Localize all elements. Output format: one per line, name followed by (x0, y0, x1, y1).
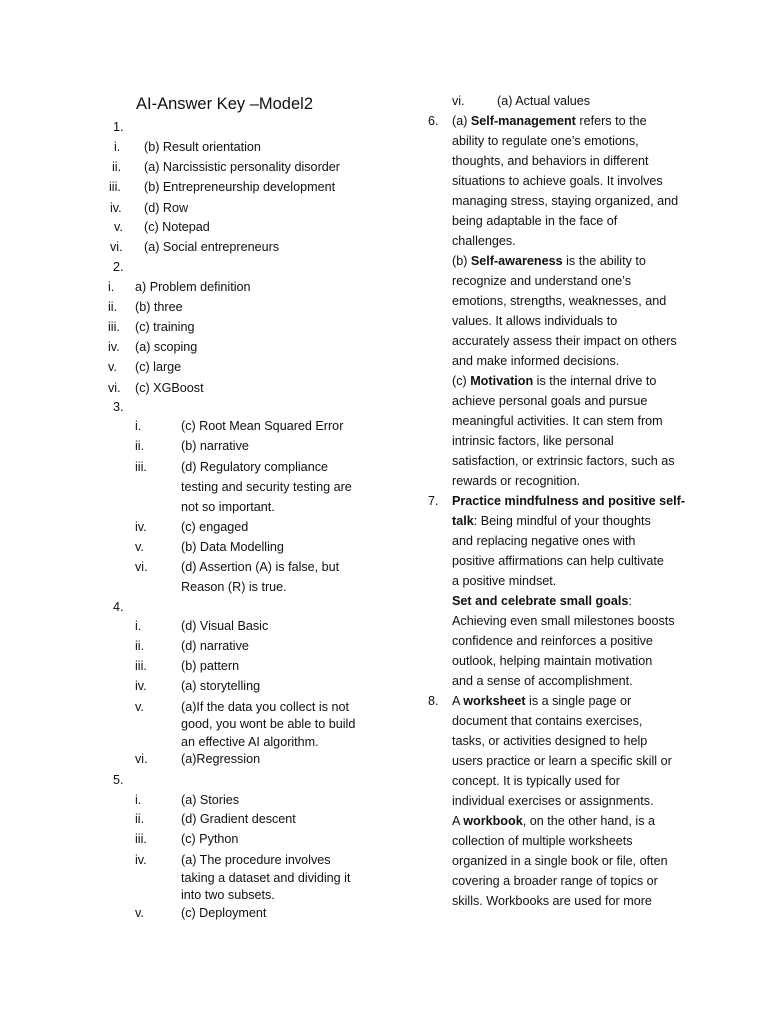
q4-item-iv-num: iv. (135, 679, 147, 693)
q1-item-iv-text: (d) Row (144, 201, 189, 215)
q3-item-iii-text-line2: testing and security testing are (181, 480, 352, 494)
q7-tip-2-line-5: and a sense of accomplishment. (452, 674, 633, 688)
q7-tip-1-line-4: positive affirmations can help cultivate (452, 554, 664, 568)
q6-part-b-first-line (452, 251, 646, 271)
q5-item-iv-text-line2: taking a dataset and dividing it (181, 871, 351, 885)
q5-item-v-num: v. (135, 906, 144, 920)
q2-item-i-text: a) Problem definition (135, 280, 251, 294)
q4-item-v-num: v. (135, 700, 144, 714)
q5-item-iii-text: (c) Python (181, 832, 239, 846)
q4-item-v-text-line3: an effective AI algorithm. (181, 735, 319, 749)
q6-a-line-5: managing stress, staying organized, and (452, 194, 679, 208)
q7-tip-2-line-2: Achieving even small milestones boosts (452, 614, 675, 628)
q4-item-ii-num: ii. (135, 639, 145, 653)
q4-item-ii-text: (d) narrative (181, 639, 249, 653)
q6-c-line-2: achieve personal goals and pursue (452, 394, 648, 408)
q7-tip-1-heading-line1 (452, 491, 685, 511)
q7-tip-2-colon: : (628, 594, 632, 608)
q7-tip-2-line-3: confidence and reinforces a positive (452, 634, 653, 648)
q1-item-v-text: (c) Notepad (144, 220, 210, 234)
q1-item-iii-num: iii. (109, 180, 121, 194)
q6-c-line-4: intrinsic factors, like personal (452, 434, 614, 448)
q2-item-ii-text: (b) three (135, 300, 183, 314)
q7-tip-2-heading (452, 591, 632, 611)
q8-b-line-4: covering a broader range of topics or (452, 874, 658, 888)
q7-tip-1-rest: : Being mindful of your thoughts (473, 514, 651, 528)
q1-item-vi-text: (a) Social entrepreneurs (144, 240, 280, 254)
q1-item-v-num: v. (114, 220, 123, 234)
q6-c-line-6: rewards or recognition. (452, 474, 581, 488)
q7-tip-1-heading-line2 (452, 511, 651, 531)
q2-item-iii-num: iii. (108, 320, 120, 334)
q3-item-iii-text-line3: not so important. (181, 500, 275, 514)
q3-item-iii-text-line1: (d) Regulatory compliance (181, 460, 328, 474)
q5-item-iv-num: iv. (135, 853, 147, 867)
q6-b-term: Self-awareness (470, 254, 563, 268)
q6-a-term: Self-management (470, 114, 576, 128)
q8-b-rest: , on the other hand, is a (522, 814, 656, 828)
q3-item-i-num: i. (135, 419, 142, 433)
q5-item-vi-text: (a) Actual values (497, 94, 591, 108)
q3-item-ii-text: (b) narrative (181, 439, 249, 453)
q5-item-iii-num: iii. (135, 832, 147, 846)
q4-item-vi-num: vi. (135, 752, 148, 766)
q3-item-v-text: (b) Data Modelling (181, 540, 284, 554)
q7-tip-1-bold-b: talk (452, 514, 474, 528)
q1-item-ii-num: ii. (112, 160, 122, 174)
q1-item-iii-text: (b) Entrepreneurship development (144, 180, 336, 194)
q6-a-line-6: being adaptable in the face of (452, 214, 618, 228)
question-1-number: 1. (113, 120, 124, 134)
question-3-number: 3. (113, 400, 124, 414)
q8-a-prefix: A (452, 694, 464, 708)
q1-item-i-text: (b) Result orientation (144, 140, 261, 154)
q6-a-line-2: ability to regulate one’s emotions, (452, 134, 639, 148)
q4-item-v-text-line2: good, you wont be able to build (181, 717, 356, 731)
q6-c-line-5: satisfaction, or extrinsic factors, such as (452, 454, 675, 468)
q5-item-v-text: (c) Deployment (181, 906, 267, 920)
q5-item-i-num: i. (135, 793, 142, 807)
q7-tip-2-line-4: outlook, helping maintain motivation (452, 654, 653, 668)
q3-item-iii-num: iii. (135, 460, 147, 474)
q6-c-prefix: (c) (452, 374, 471, 388)
q3-item-vi-text-line1: (d) Assertion (A) is false, but (181, 560, 340, 574)
q6-a-line-4: situations to achieve goals. It involves (452, 174, 663, 188)
q2-item-v-text: (c) large (135, 360, 182, 374)
question-6-number: 6. (428, 114, 439, 128)
q2-item-iii-text: (c) training (135, 320, 195, 334)
q2-item-iv-num: iv. (108, 340, 120, 354)
q8-a-line-6: individual exercises or assignments. (452, 794, 654, 808)
q6-b-rest: is the ability to (562, 254, 646, 268)
q6-b-line-5: accurately assess their impact on others (452, 334, 677, 348)
q7-tip-2-bold: Set and celebrate small goals (452, 594, 629, 608)
q1-item-ii-text: (a) Narcissistic personality disorder (144, 160, 340, 174)
q6-c-term: Motivation (470, 374, 534, 388)
q8-a-line-2: document that contains exercises, (452, 714, 643, 728)
q5-item-iv-text-line1: (a) The procedure involves (181, 853, 331, 867)
q2-item-iv-text: (a) scoping (135, 340, 198, 354)
q4-item-vi-text: (a)Regression (181, 752, 261, 766)
page-title: AI-Answer Key –Model2 (136, 95, 313, 113)
q6-a-line-7: challenges. (452, 234, 516, 248)
question-8-number: 8. (428, 694, 439, 708)
q3-item-iv-text: (c) engaged (181, 520, 249, 534)
q2-item-vi-num: vi. (108, 381, 121, 395)
question-5-number: 5. (113, 773, 124, 787)
q4-item-i-text: (d) Visual Basic (181, 619, 269, 633)
q2-item-v-num: v. (108, 360, 117, 374)
q8-b-prefix: A (452, 814, 464, 828)
q6-b-line-6: and make informed decisions. (452, 354, 620, 368)
q6-a-prefix: (a) (452, 114, 471, 128)
q4-item-i-num: i. (135, 619, 142, 633)
q7-tip-1-line-5: a positive mindset. (452, 574, 557, 588)
q2-item-i-num: i. (108, 280, 115, 294)
q4-item-iii-num: iii. (135, 659, 147, 673)
q6-b-line-4: values. It allows individuals to (452, 314, 618, 328)
q5-item-ii-num: ii. (135, 812, 145, 826)
q8-b-term: workbook (463, 814, 523, 828)
q8-a-term: worksheet (463, 694, 526, 708)
q7-tip-1-bold-a: Practice mindfulness and positive self- (452, 494, 686, 508)
q8-b-line-5: skills. Workbooks are used for more (452, 894, 652, 908)
q3-item-i-text: (c) Root Mean Squared Error (181, 419, 344, 433)
q3-item-vi-num: vi. (135, 560, 148, 574)
q6-c-rest: is the internal drive to (533, 374, 657, 388)
q6-b-prefix: (b) (452, 254, 471, 268)
q5-item-i-text: (a) Stories (181, 793, 240, 807)
q8-b-line-2: collection of multiple worksheets (452, 834, 633, 848)
q4-item-iv-text: (a) storytelling (181, 679, 261, 693)
q6-a-rest: refers to the (575, 114, 647, 128)
q8-a-line-3: tasks, or activities designed to help (452, 734, 648, 748)
q8-part-b-first-line (452, 811, 655, 831)
q6-part-a-first-line (452, 111, 647, 131)
q1-item-iv-num: iv. (110, 201, 122, 215)
q8-a-line-4: users practice or learn a specific skill or (452, 754, 672, 768)
q6-c-line-3: meaningful activities. It can stem from (452, 414, 663, 428)
q8-part-a-first-line (452, 691, 631, 711)
question-7-number: 7. (428, 494, 439, 508)
q8-a-line-5: concept. It is typically used for (452, 774, 620, 788)
q6-b-line-2: recognize and understand one’s (452, 274, 632, 288)
q6-part-c-first-line (452, 371, 656, 391)
q4-item-iii-text: (b) pattern (181, 659, 240, 673)
q7-tip-1-line-3: and replacing negative ones with (452, 534, 636, 548)
q2-item-vi-text: (c) XGBoost (135, 381, 204, 395)
q6-a-line-3: thoughts, and behaviors in different (452, 154, 649, 168)
q6-b-line-3: emotions, strengths, weaknesses, and (452, 294, 667, 308)
question-2-number: 2. (113, 260, 124, 274)
q1-item-vi-num: vi. (110, 240, 123, 254)
q8-b-line-3: organized in a single book or file, often (452, 854, 668, 868)
q1-item-i-num: i. (114, 140, 121, 154)
q3-item-ii-num: ii. (135, 439, 145, 453)
q4-item-v-text-line1: (a)If the data you collect is not (181, 700, 350, 714)
q3-item-iv-num: iv. (135, 520, 147, 534)
q3-item-vi-text-line2: Reason (R) is true. (181, 580, 287, 594)
question-4-number: 4. (113, 600, 124, 614)
q5-item-ii-text: (d) Gradient descent (181, 812, 296, 826)
q8-a-rest: is a single page or (525, 694, 632, 708)
q5-item-iv-text-line3: into two subsets. (181, 888, 275, 902)
q3-item-v-num: v. (135, 540, 144, 554)
q2-item-ii-num: ii. (108, 300, 118, 314)
q5-item-vi-num: vi. (452, 94, 465, 108)
